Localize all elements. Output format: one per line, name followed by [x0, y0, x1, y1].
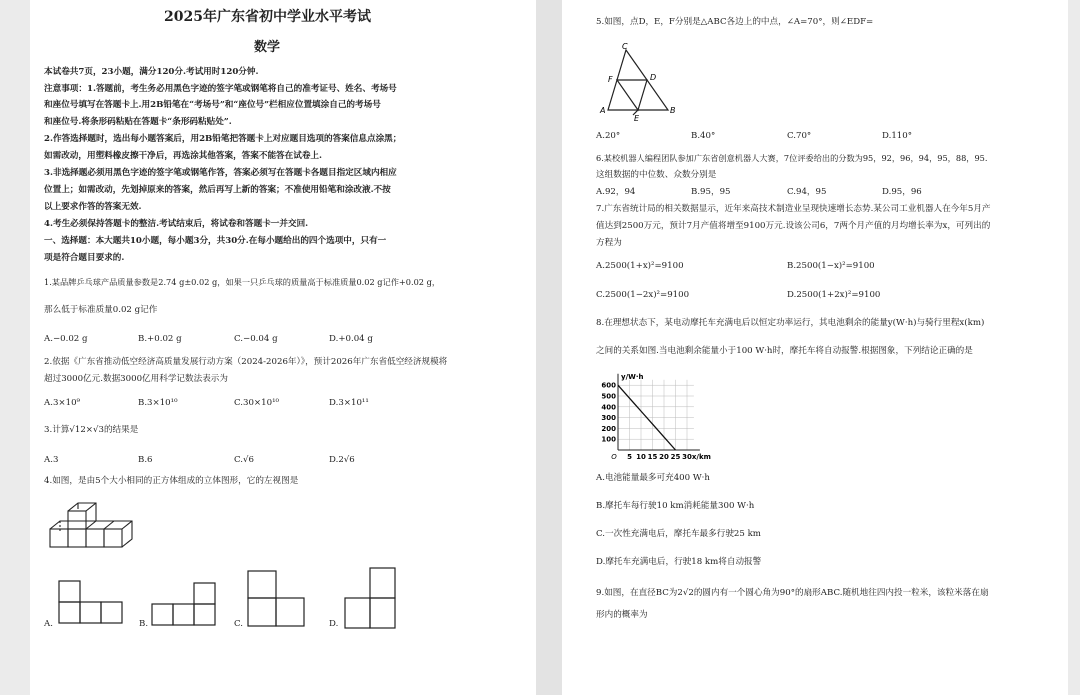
q5-stem: 5.如图，点D，E，F分别是△ABC各边上的中点，∠A=70°，则∠EDF= [596, 17, 874, 27]
chart-x-tick-label: 15 [647, 453, 658, 461]
q4-option-b[interactable]: B. [139, 619, 149, 629]
q5-option-c[interactable]: C.70° [787, 131, 812, 141]
subject-title: 数学 [254, 40, 281, 55]
q1-option-c[interactable]: C.−0.04 g [234, 334, 278, 344]
q3-option-d[interactable]: D.2√6 [329, 455, 355, 465]
q4-option-b-figure [151, 582, 217, 627]
q3-option-c[interactable]: C.√6 [234, 455, 254, 465]
q6-option-b[interactable]: B.95，95 [691, 187, 731, 197]
q7-option-c[interactable]: C.2500(1−2x)²=9100 [596, 290, 690, 300]
q1-option-d[interactable]: D.+0.04 g [329, 334, 373, 344]
q9-stem: 9.如图，在直径BC为2√2的圆内有一个圆心角为90°的扇形ABC.随机地往四内投一粒米，该粒米落在扇 [596, 588, 989, 598]
chart-x-tick-label: 5 [627, 453, 632, 461]
chart-x-tick-label: 10 [636, 453, 646, 461]
q4-option-d[interactable]: D. [329, 619, 339, 629]
chart-y-tick-label: 100 [601, 435, 616, 444]
q5-option-d[interactable]: D.110° [882, 131, 913, 141]
q4-cube-figure [48, 495, 138, 560]
q6-option-a[interactable]: A.92，94 [596, 187, 636, 197]
q4-stem: 4.如图，是由5个大小相同的正方体组成的立体图形，它的左视图是 [44, 476, 299, 486]
q8-stem: 之间的关系如图.当电池剩余能量小于100 W·h时，摩托车将自动报警.根据图象，下列结论正确的是 [596, 346, 973, 356]
q3-stem: 3.计算√12×√3的结果是 [44, 425, 139, 435]
chart-y-tick-label: 300 [601, 414, 616, 423]
q5-label-f: F [608, 75, 613, 84]
q4-option-d-figure [344, 567, 396, 629]
q1-stem: 1.某品牌乒乓球产品质量参数是2.74 g±0.02 g，如果一只乒乓球的质量高于标准质量0.02 g记作+0.02 g， [44, 277, 441, 287]
chart-y-tick-label: 500 [601, 392, 616, 401]
q7-option-b[interactable]: B.2500(1−x)²=9100 [787, 261, 875, 271]
q5-label-e: E [634, 114, 640, 123]
q1-option-b[interactable]: B.+0.02 g [138, 334, 182, 344]
q3-option-b[interactable]: B.6 [138, 455, 153, 465]
q8-option-d[interactable]: D.摩托车充满电后，行驶18 km将自动报警 [596, 557, 762, 567]
q1-stem: 那么低于标准质量0.02 g记作 [44, 305, 158, 315]
q5-option-a[interactable]: A.20° [596, 131, 621, 141]
notice-line: 和座位号.将条形码粘贴在答题卡“条形码粘贴处”. [44, 117, 232, 127]
q3-option-a[interactable]: A.3 [44, 455, 59, 465]
chart-y-tick-label: 600 [601, 381, 616, 390]
q7-option-d[interactable]: D.2500(1+2x)²=9100 [787, 290, 881, 300]
q4-option-a[interactable]: A. [44, 619, 53, 629]
q6-stem: 这组数据的中位数、众数分别是 [596, 170, 717, 180]
exam-intro: 本试卷共7页，23小题，满分120分.考试用时120分钟. [44, 67, 259, 77]
chart-origin-label: O [611, 453, 617, 461]
notice-line: 以上要求作答的答案无效. [44, 202, 142, 212]
q2-option-d[interactable]: D.3×10¹¹ [329, 398, 369, 408]
left-page [30, 0, 536, 695]
q1-option-a[interactable]: A.−0.02 g [44, 334, 88, 344]
q4-option-a-figure [58, 580, 124, 625]
q5-triangle-figure [598, 40, 678, 122]
page-gutter [536, 0, 562, 695]
q6-option-d[interactable]: D.95，96 [882, 187, 922, 197]
q5-label-a: A [600, 106, 606, 115]
q6-stem: 6.某校机器人编程团队参加广东省创意机器人大赛，7位评委给出的分数为95，92，96，94，95，88，95. [596, 153, 988, 163]
q8-stem: 8.在理想状态下，某电动摩托车充满电后以恒定功率运行，其电池剩余的能量y(W·h)与骑行里程x(km) [596, 318, 985, 328]
right-page [562, 0, 1068, 695]
section-heading: 项是符合题目要求的. [44, 253, 125, 263]
notice-line: 位置上；如需改动，先划掉原来的答案，然后再写上新的答案；不准使用铅笔和涂改液.不按 [44, 185, 391, 195]
q2-stem: 2.依据《广东省推动低空经济高质量发展行动方案（2024-2026年）》，预计2026年广东省低空经济规模将 [44, 357, 448, 367]
q7-stem: 方程为 [596, 238, 622, 248]
chart-x-tick-label: 20 [659, 453, 669, 461]
q8-energy-chart [596, 370, 716, 462]
q7-stem: 7.广东省统计局的相关数据显示，近年来高技术制造业呈现快速增长态势.某公司工业机器人在今年5月产 [596, 204, 991, 214]
notice-line: 如需改动，用塑料橡皮擦干净后，再选涂其他答案，答案不能答在试卷上. [44, 151, 322, 161]
section-heading: 一、选择题：本大题共10小题，每小题3分，共30分.在每小题给出的四个选项中，只有一 [44, 236, 387, 246]
chart-y-axis-label: y/W·h [621, 372, 644, 381]
q2-option-a[interactable]: A.3×10⁹ [44, 398, 80, 408]
q8-option-b[interactable]: B.摩托车每行驶10 km消耗能量300 W·h [596, 501, 755, 511]
chart-x-tick-label: 25 [670, 453, 681, 461]
chart-x-axis-label: x/km [691, 453, 711, 461]
exam-title: 2025年广东省初中学业水平考试 [164, 9, 371, 25]
q6-option-c[interactable]: C.94，95 [787, 187, 827, 197]
q5-label-d: D [650, 73, 657, 82]
q8-option-a[interactable]: A.电池能量最多可充400 W·h [596, 473, 710, 483]
q5-label-c: C [622, 42, 628, 51]
q4-option-c-figure [247, 570, 309, 628]
q8-option-c[interactable]: C.一次性充满电后，摩托车最多行驶25 km [596, 529, 761, 539]
q7-stem: 值达到2500万元，预计7月产值将增至9100万元.设该公司6，7两个月产值的月均增长率为x，可列出的 [596, 221, 991, 231]
chart-y-tick-label: 400 [601, 403, 616, 412]
notice-line: 2.作答选择题时，选出每小题答案后，用2B铅笔把答题卡上对应题目选项的答案信息点涂黑； [44, 134, 402, 144]
notice-line: 注意事项：1.答题前，考生务必用黑色字迹的签字笔或钢笔将自己的准考证号、姓名、考场号 [44, 84, 397, 94]
q5-label-b: B [670, 106, 676, 115]
q5-option-b[interactable]: B.40° [691, 131, 716, 141]
chart-y-tick-label: 200 [601, 424, 616, 433]
q7-option-a[interactable]: A.2500(1+x)²=9100 [596, 261, 684, 271]
notice-line: 和座位号填写在答题卡上.用2B铅笔在“考场号”和“座位号”栏相应位置填涂自己的考场号 [44, 100, 381, 110]
q4-option-c[interactable]: C. [234, 619, 244, 629]
notice-line: 3.非选择题必须用黑色字迹的签字笔或钢笔作答，答案必须写在答题卡各题目指定区域内相应 [44, 168, 397, 178]
q2-option-c[interactable]: C.30×10¹⁰ [234, 398, 279, 408]
q2-option-b[interactable]: B.3×10¹⁰ [138, 398, 178, 408]
chart-x-tick-label: 30 [682, 453, 692, 461]
q2-stem: 超过3000亿元.数据3000亿用科学记数法表示为 [44, 374, 228, 384]
q9-stem: 形内的概率为 [596, 610, 648, 620]
notice-line: 4.考生必须保持答题卡的整洁.考试结束后，将试卷和答题卡一并交回. [44, 219, 309, 229]
